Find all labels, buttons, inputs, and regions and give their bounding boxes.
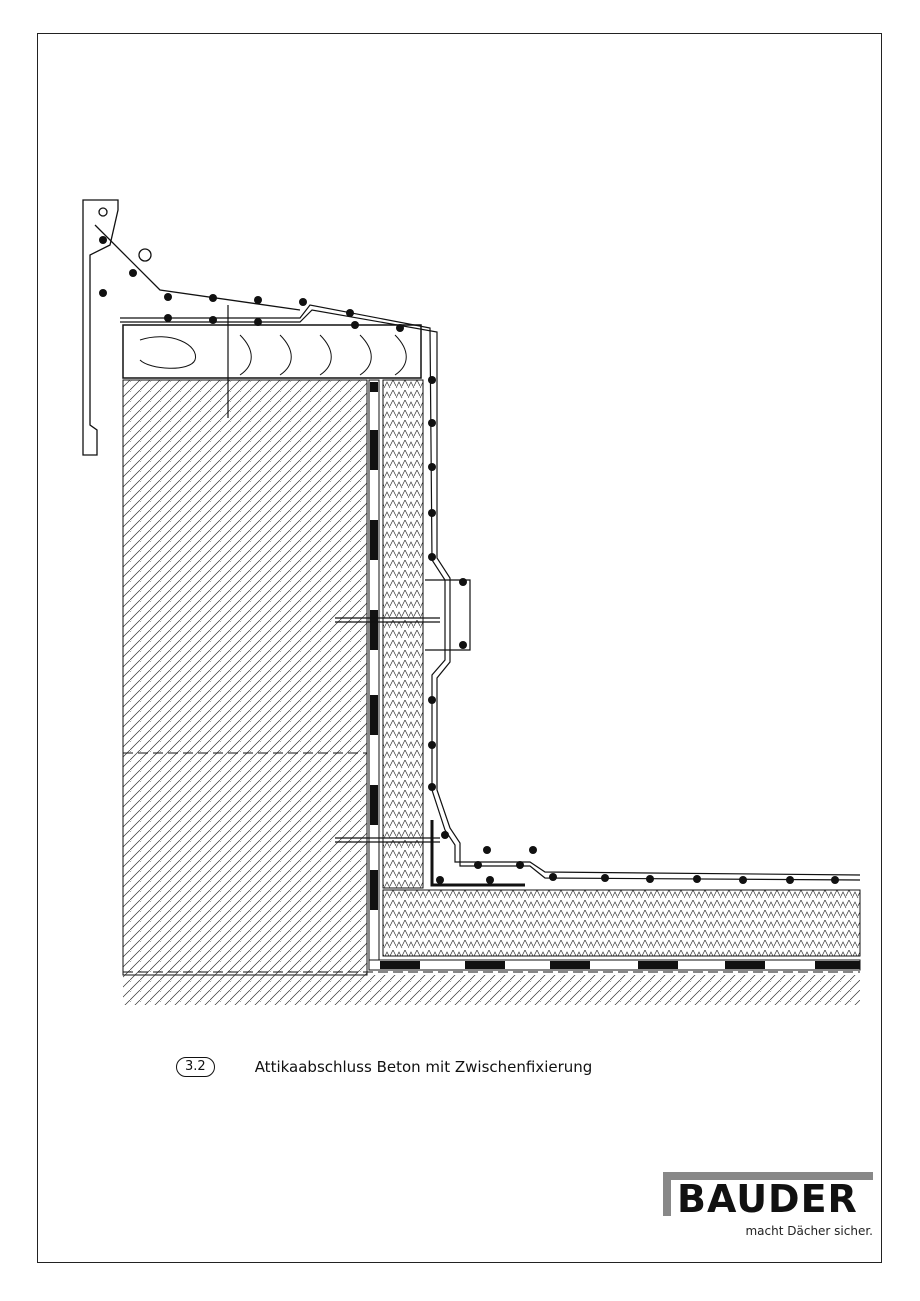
insulation bbox=[383, 380, 860, 956]
logo-tagline: macht Dächer sicher. bbox=[745, 1224, 873, 1238]
detail-title: Attikaabschluss Beton mit Zwischenfixierung bbox=[254, 1058, 593, 1076]
detail-caption bbox=[176, 1057, 592, 1077]
logo-bar bbox=[663, 1172, 671, 1216]
detail-number: 3.2 bbox=[176, 1057, 215, 1077]
concrete-parapet bbox=[123, 380, 367, 975]
bauder-logo bbox=[663, 1172, 877, 1242]
logo-wordmark: BAUDER bbox=[677, 1177, 858, 1221]
timber-beam bbox=[123, 325, 421, 378]
concrete-slab bbox=[123, 972, 860, 1005]
